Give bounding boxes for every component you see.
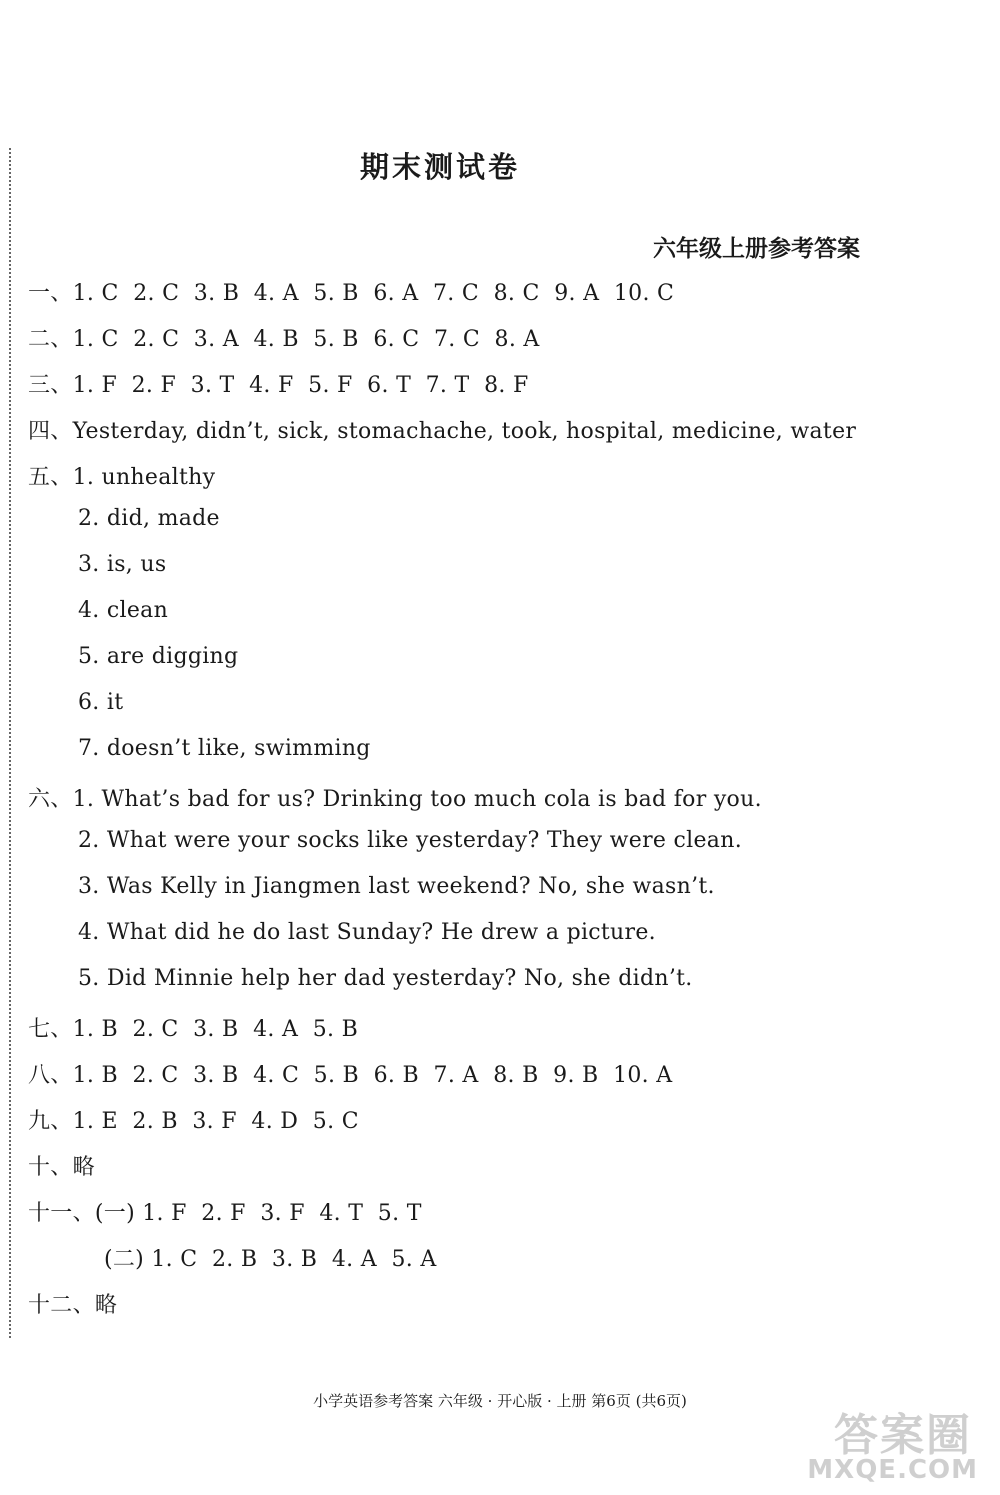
- page-title: 期末测试卷: [359, 150, 520, 184]
- watermark-text: 答案圈: [834, 1410, 972, 1461]
- page-footer: 小学英语参考答案 六年级 · 开心版 · 上册 第6页 (共6页): [313, 1392, 687, 1410]
- answer-line: 五、1. unhealthy: [28, 465, 216, 490]
- answer-line: 2. did, made: [78, 506, 220, 531]
- answer-line: (二) 1. C 2. B 3. B 4. A 5. A: [104, 1247, 437, 1272]
- answer-line: 十一、(一) 1. F 2. F 3. F 4. T 5. T: [28, 1201, 422, 1226]
- answer-line: 六、1. What’s bad for us? Drinking too much cola is bad for you.: [28, 787, 762, 812]
- answer-line: 3. Was Kelly in Jiangmen last weekend? No, she wasn’t.: [78, 874, 715, 899]
- answer-line: 3. is, us: [78, 552, 167, 577]
- page-subtitle: 六年级上册参考答案: [653, 235, 860, 262]
- answer-line: 4. clean: [78, 598, 169, 623]
- answer-line: 二、1. C 2. C 3. A 4. B 5. B 6. C 7. C 8. A: [28, 327, 540, 352]
- watermark-logo: [798, 1399, 978, 1485]
- answer-line: 5. Did Minnie help her dad yesterday? No, she didn’t.: [78, 966, 693, 991]
- answer-line: 6. it: [78, 690, 124, 715]
- answer-line: 三、1. F 2. F 3. T 4. F 5. F 6. T 7. T 8. F: [28, 373, 529, 398]
- binding-margin-dotted-line: [9, 148, 11, 1338]
- answer-line: 八、1. B 2. C 3. B 4. C 5. B 6. B 7. A 8. B 9. B 10. A: [28, 1063, 673, 1088]
- answer-line: 十、略: [28, 1155, 95, 1180]
- answer-line: 四、Yesterday, didn’t, sick, stomachache, took, hospital, medicine, water: [28, 419, 857, 444]
- answer-line: 九、1. E 2. B 3. F 4. D 5. C: [28, 1109, 359, 1134]
- answer-line: 七、1. B 2. C 3. B 4. A 5. B: [28, 1017, 359, 1042]
- answer-line: 5. are digging: [78, 644, 239, 669]
- answer-line: 7. doesn’t like, swimming: [78, 736, 371, 761]
- answer-line: 4. What did he do last Sunday? He drew a picture.: [78, 920, 656, 945]
- answer-line: 2. What were your socks like yesterday? They were clean.: [78, 828, 742, 853]
- answer-line: 一、1. C 2. C 3. B 4. A 5. B 6. A 7. C 8. C 9. A 10. C: [28, 281, 675, 306]
- answer-line: 十二、略: [28, 1293, 118, 1318]
- watermark-url: MXQE.COM: [807, 1455, 978, 1485]
